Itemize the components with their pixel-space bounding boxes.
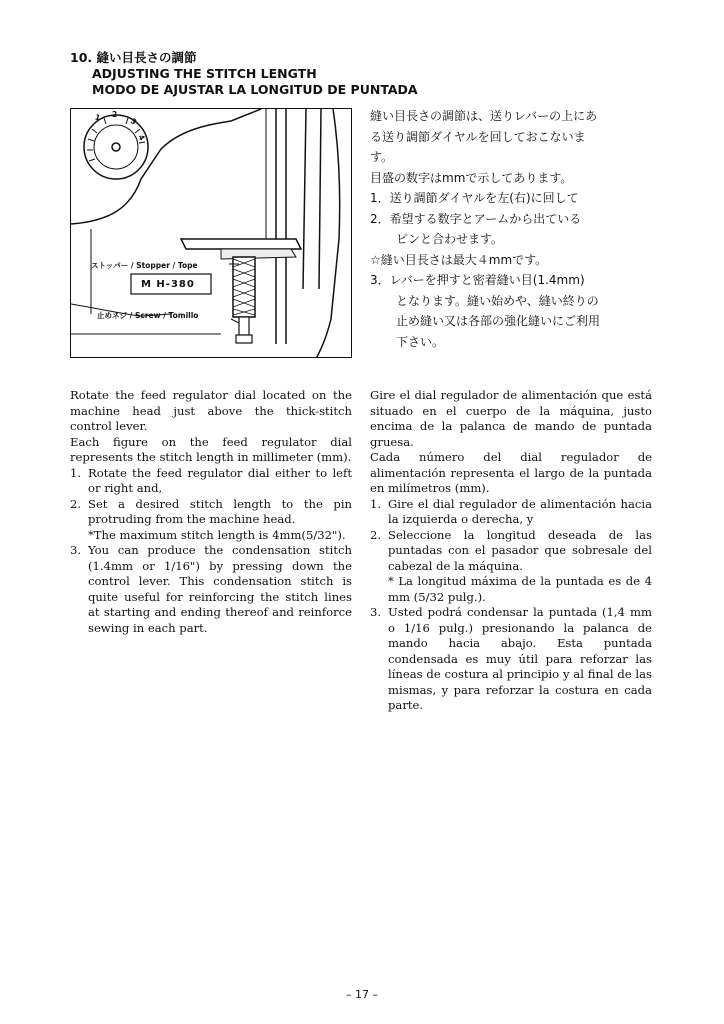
en-item-number: 2. [70,496,82,511]
stitch-dial-illustration [70,108,352,358]
es-list-item [370,497,652,528]
jp-intro-line: 縫い目長さの調節は、送りレバーの上にあ [370,109,598,123]
jp-step-3-cont: 止め縫い又は各部の強化縫いにご利用 [396,314,601,328]
es-item-number: 3. [370,605,382,619]
section-heading [70,50,418,98]
jp-scale-note: 目盛の数字はmmで示してあります。 [370,170,573,185]
en-paragraph: Each figure on the feed regulator dial represents the stitch length in millimeter (mm). [70,434,352,464]
en-paragraph: Rotate the feed regulator dial located on the machine head just above the thick-stitch control lever. [70,388,352,433]
jp-intro-line: る送り調節ダイヤルを回しておこないま [370,129,586,144]
jp-max-note: ☆縫い目長さは最大４mmです。 [370,252,548,267]
jp-step-3: 3．レバーを押すと密着縫い目(1.4mm) [370,273,585,287]
page-number: – 17 – [346,988,378,1001]
en-list-item [70,543,352,636]
es-item-text: Gire el dial regulador de alimentación hacia la izquierda o derecha, y [388,496,652,526]
es-list-item [370,605,652,714]
en-item-number: 1. [70,465,82,480]
jp-step-1: 1．送り調節ダイヤルを左(右)に回して [370,191,579,205]
heading-jp: 10. 縫い目長さの調節 [70,50,197,65]
jp-step-2-cont: ピンと合わせます。 [396,232,504,246]
jp-intro-line: す。 [370,150,394,164]
model-plate-label: M H-380 [141,279,195,290]
es-list-item [370,528,652,575]
stopper-label: ストッパー / Stopper / Tope [91,261,198,270]
dial-number: 3 [128,116,139,127]
dial-number: 4 [136,132,147,143]
en-item-text: Rotate the feed regulator dial either to left or right and, [88,465,352,495]
dial-number: 2 [112,110,118,119]
heading-en: ADJUSTING THE STITCH LENGTH [92,66,317,81]
en-max-note: *The maximum stitch length is 4mm(5/32"). [88,527,346,542]
dial-number: 1 [93,112,102,123]
es-paragraph: Gire el dial regulador de alimentación que está situado en el cuerpo de la máquina, justo encima de la palanca de mando de puntada gruesa. [370,388,652,449]
jp-step-3-cont: となります。縫い始めや、縫い終りの [396,293,599,308]
en-item-text: You can produce the condensation stitch (1.4mm or 1/16") by pressing down the control lever. This condensation stitch is quite useful for reinforcing the stitch lines at starting and ending thereof and reinforce sewing in each part. [88,543,352,635]
spanish-instructions [370,388,652,714]
japanese-instructions [370,106,670,352]
en-item-number: 3. [70,543,82,557]
en-list-item [70,466,352,497]
es-paragraph: Cada número del dial regulador de alimentación representa el largo de la puntada en milímetros (mm). [370,450,652,495]
jp-step-3-cont: 下さい。 [396,334,445,349]
es-item-number: 2. [370,527,382,542]
es-item-number: 1. [370,496,382,511]
es-item-text: Seleccione la longitud deseada de las puntadas con el pasador que sobresale del cabezal de la máquina. [388,527,652,573]
es-max-note: * La longitud máxima de la puntada es de 4 mm (5/32 pulg.). [388,574,652,604]
jp-step-2: 2．希望する数字とアームから出ている [370,211,582,226]
es-item-text: Usted podrá condensar la puntada (1,4 mm o 1/16 pulg.) presionando la palanca de mando hacia abajo. Esta puntada condensada es muy útil para reforzar las líneas de costura al principio y al final de las mismas, y para reforzar la costura en cada parte. [388,605,652,712]
heading-es: MODO DE AJUSTAR LA LONGITUD DE PUNTADA [92,82,418,97]
en-list-item [70,497,352,528]
en-item-text: Set a desired stitch length to the pin protruding from the machine head. [88,496,352,526]
screw-label: 止めネジ / Screw / Tomillo [97,311,199,320]
english-instructions [70,388,352,636]
